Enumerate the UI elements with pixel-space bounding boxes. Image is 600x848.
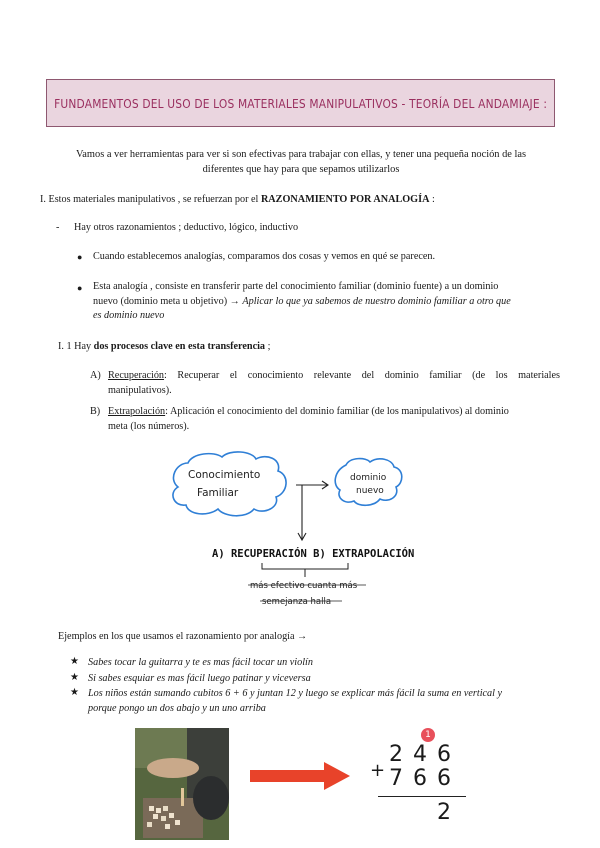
sum-line <box>378 796 466 797</box>
process-b-text: Extrapolación: Aplicación el conocimiento del dominio familiar (de los manipulativos) al dominio meta (los números). <box>108 406 509 432</box>
intro-line-2: diferentes que hay para que sepamos utilizarlos <box>202 164 400 175</box>
process-b-term: Extrapolación <box>108 406 166 417</box>
arrow-head <box>324 762 350 790</box>
diagram-note-line-2: semejanza halla <box>262 597 332 607</box>
dash-marker: - <box>56 222 60 233</box>
intro-line-1: Vamos a ver herramientas para ver si son efectivas para trabajar con ellas, y tener una pequeña noción de las <box>75 149 527 160</box>
dash-item-text: Hay otros razonamientos ; deductivo, lógico, inductivo <box>74 222 299 233</box>
bullet-dot: ● <box>77 252 83 262</box>
vertical-sum <box>360 728 470 828</box>
brace <box>262 563 348 569</box>
bullet-2-line-3: es dominio nuevo <box>93 310 165 321</box>
process-a-text: Recuperación: Recuperar el conocimiento relevante del dominio familiar (de los materiales manipulativos). <box>108 370 560 396</box>
sum-result: 2 <box>437 800 451 825</box>
processes-label: A) RECUPERACIÓN B) EXTRAPOLACIÓN <box>212 548 415 560</box>
section-1-bold: RAZONAMIENTO POR ANALOGÍA <box>260 194 430 205</box>
page-title: FUNDAMENTOS DEL USO DE LOS MATERIALES MANIPULATIVOS - TEORÍA DEL ANDAMIAJE : <box>54 95 547 111</box>
manipulatives-photo <box>135 728 229 840</box>
arrow-shaft <box>250 770 326 782</box>
star-icon: ★ <box>70 656 79 667</box>
bullet-1-text: Cuando establecemos analogías, comparamos dos cosas y vemos en qué se parecen. <box>93 251 436 262</box>
process-a-marker: A) <box>90 370 101 381</box>
title-box <box>46 79 555 127</box>
right-arrow-icon <box>250 761 350 791</box>
section-1-suffix: : <box>429 194 435 205</box>
example-1: Sabes tocar la guitarra y te es mas fácil tocar un violín <box>88 657 313 668</box>
new-domain-line-2: nuevo <box>356 486 384 496</box>
plus-sign: + <box>370 760 386 781</box>
star-icon: ★ <box>70 672 79 683</box>
example-3: Los niños están sumando cubitos 6 + 6 y juntan 12 y luego se explicar más fácil la suma en vertical y porque pongo un dos abajo y un uno arriba <box>88 688 503 714</box>
familiar-cloud-line-2: Familiar <box>197 487 239 499</box>
section-1-heading <box>40 193 435 208</box>
photo-illustration <box>135 728 229 840</box>
bullet-2-text <box>93 280 563 324</box>
new-domain-line-1: dominio <box>350 473 387 483</box>
sum-row-2: 7 6 6 <box>389 766 451 791</box>
familiar-cloud-line-1: Conocimiento <box>188 469 261 481</box>
subsection-heading: I. 1 Hay dos procesos clave en esta transferencia ; <box>58 341 271 352</box>
bullet-2-line-1: Esta analogía , consiste en transferir parte del conocimiento familiar (dominio fuente) a un dominio <box>93 281 499 292</box>
section-1-prefix: I. Estos materiales manipulativos , se refuerzan por el <box>40 194 261 205</box>
sum-row-1: 2 4 6 <box>389 742 451 767</box>
star-icon: ★ <box>70 687 79 698</box>
process-a-term: Recuperación <box>108 370 165 381</box>
example-2: Si sabes esquiar es mas fácil luego patinar y viceversa <box>88 673 311 684</box>
bullet-2-line-2: nuevo (dominio meta u objetivo) → Aplicar lo que ya sabemos de nuestro dominio familiar a otro que <box>93 295 511 307</box>
intro-paragraph <box>40 147 562 177</box>
analogy-diagram <box>0 445 600 635</box>
bullet-dot: ● <box>77 283 83 293</box>
examples-intro: Ejemplos en los que usamos el razonamiento por analogía → <box>58 631 308 642</box>
carry-digit: 1 <box>421 728 435 742</box>
process-b-marker: B) <box>90 406 101 417</box>
diagram-note-line-1: más efectivo cuanta más <box>250 581 358 591</box>
familiar-knowledge-cloud <box>173 452 286 516</box>
